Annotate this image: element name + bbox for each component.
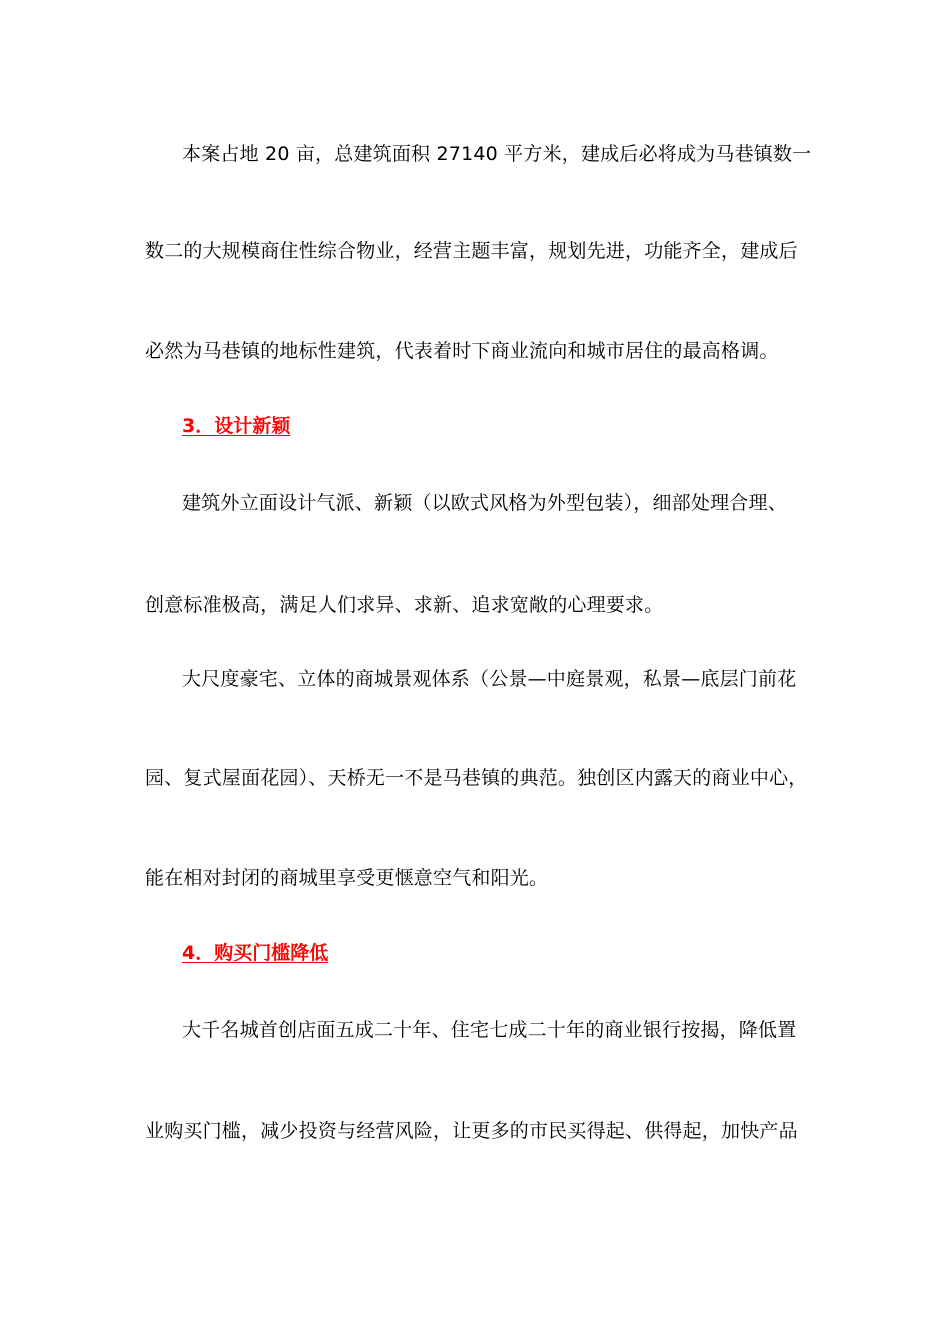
paragraph-3-line-2: 园、复式屋面花园）、天桥无一不是马巷镇的典范。独创区内露天的商业中心， bbox=[145, 767, 808, 789]
paragraph-4-line-2: 业购买门槛，减少投资与经营风险，让更多的市民买得起、供得起，加快产品 bbox=[145, 1120, 798, 1142]
paragraph-1-line-2: 数二的大规模商住性综合物业，经营主题丰富，规划先进，功能齐全，建成后 bbox=[145, 240, 798, 262]
paragraph-2-line-1: 建筑外立面设计气派、新颖（以欧式风格为外型包装），细部处理合理、 bbox=[182, 492, 787, 514]
paragraph-1-line-1: 本案占地 20 亩，总建筑面积 27140 平方米，建成后必将成为马巷镇数一 bbox=[182, 143, 812, 165]
paragraph-2-line-2: 创意标准极高，满足人们求异、求新、追求宽敞的心理要求。 bbox=[145, 594, 664, 616]
paragraph-3-line-1: 大尺度豪宅、立体的商城景观体系（公景—中庭景观，私景—底层门前花 bbox=[182, 668, 797, 690]
section-heading-4: 4．购买门槛降低 bbox=[182, 942, 329, 964]
section-heading-3: 3．设计新颖 bbox=[182, 415, 291, 437]
paragraph-1-line-3: 必然为马巷镇的地标性建筑，代表着时下商业流向和城市居住的最高格调。 bbox=[145, 340, 779, 362]
paragraph-4-line-1: 大千名城首创店面五成二十年、住宅七成二十年的商业银行按揭，降低置 bbox=[182, 1019, 797, 1041]
paragraph-3-line-3: 能在相对封闭的商城里享受更惬意空气和阳光。 bbox=[145, 867, 549, 889]
